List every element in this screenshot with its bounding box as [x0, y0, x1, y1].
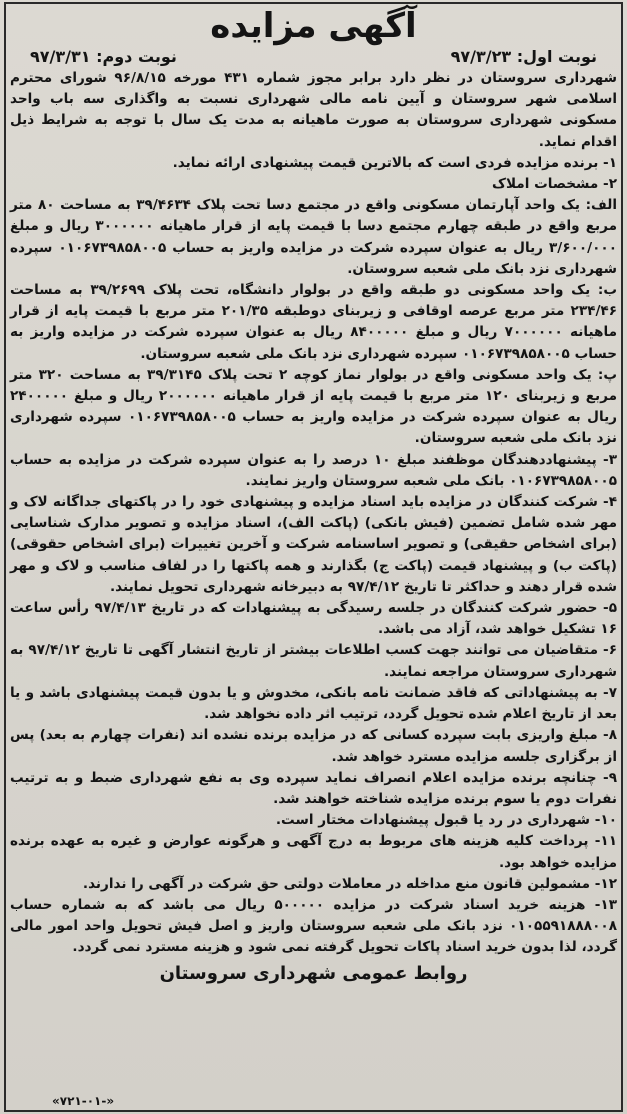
list-item: الف: یک واحد آپارتمان مسکونی واقع در مجتمع دسا تحت پلاک ۳۹/۴۶۳۴ به مساحت ۸۰ متر مربع واقع در طبقه چهارم مجتمع دسا با قیمت پایه از قرار ماهیانه ۳۰۰۰۰۰۰ ریال و مبلغ ۳/۶۰۰/۰۰۰ ریال به عنوان سپرده شرکت در مزایده واریز به حساب ۰۱۰۶۷۳۹۸۵۸۰۰۵ سپرده شهرداری نزد بانک ملی شعبه سروستان.	[10, 197, 618, 277]
ad-title: آگهی مزایده	[210, 6, 417, 46]
list-item: ۱- برنده مزایده فردی است که بالاترین قیمت پیشنهادی ارائه نماید.	[172, 154, 617, 171]
list-item: ۴- شرکت کنندگان در مزایده باید اسناد مزایده و پیشنهادی خود را در پاکتهای جداگانه لاک و مهر شده شامل تضمین (فیش بانکی) (پاکت الف)، اسناد مزایده و تصویر مدارک شناسایی (برای اشخاص حقیقی) و تصویر اساسنامه شرکت و آخرین تغییرات (برای اشخاص حقوقی) (پاکت ب) و پیشنهاد قیمت (پاکت ج) بگذارند و همه پاکتها را در لفاف مناسب و لاک و مهر شده قرار دهند و حداکثر تا تاریخ ۹۷/۴/۱۲ به دبیرخانه شهرداری تحویل نمایند.	[10, 494, 617, 595]
ad-code: «۷۲۱-۰۱-»	[52, 1094, 115, 1108]
list-item: ۳- پیشنهاددهندگان موظفند مبلغ ۱۰ درصد را به عنوان سپرده شرکت در مزایده به حساب ۰۱۰۶۷۳۹۸۵۸۰۰۵ بانک ملی شعبه سروستان واریز نمایند.	[10, 451, 617, 489]
signature-line: روابط عمومی شهرداری سروستان	[159, 962, 468, 984]
list-item: ۷- به پیشنهاداتی که فاقد ضمانت نامه بانکی، مخدوش و یا بدون قیمت پیشنهادی باشد و یا بعد از تاریخ اعلام شده تحویل گردد، ترتیب اثر داده نخواهد شد.	[10, 684, 617, 723]
list-item: ۱۲- مشمولین قانون منع مداخله در معاملات دولتی حق شرکت در آگهی را ندارند.	[82, 875, 617, 892]
list-item: ۸- مبلغ واریزی بابت سپرده کسانی که در مزایده برنده نشده اند (نفرات چهارم به بعد) پس از برگزاری جلسه مزایده مسترد خواهد شد.	[10, 727, 617, 765]
list-item: ۵- حضور شرکت کنندگان در جلسه رسیدگی به پیشنهادات که در تاریخ ۹۷/۴/۱۳ رأس ساعت ۱۶ تشکیل خواهد شد، آزاد می باشد.	[10, 600, 617, 638]
list-item: پ: یک واحد مسکونی واقع در بولوار نماز کوچه ۲ تحت پلاک ۳۹/۳۱۴۵ به مساحت ۳۲۰ متر مربع و زیربنای ۱۲۰ متر مربع با قیمت پایه از قرار ماهیانه ۲۰۰۰۰۰۰ ریال و مبلغ ۲۴۰۰۰۰۰ ریال به عنوان سپرده شرکت در مزایده واریز به حساب ۰۱۰۶۷۳۹۸۵۸۰۰۵ سپرده شهرداری نزد بانک ملی شعبه سروستان.	[10, 366, 618, 447]
intro-paragraph: شهرداری سروستان در نظر دارد برابر مجوز شماره ۴۳۱ مورخه ۹۶/۸/۱۵ شورای محترم اسلامی شهر سروستان و آیین نامه مالی شهرداری نسبت به واگذاری سه باب واحد مسکونی شهرداری سروستان به صورت ماهیانه به مدت یک سال با توجه به شرایط ذیل اقدام نماید.	[10, 70, 617, 150]
list-item: ۱۰- شهرداری در رد یا قبول پیشنهادات مختار است.	[275, 812, 617, 829]
ad-body	[10, 68, 617, 959]
list-item: ۱۳- هزینه خرید اسناد شرکت در مزایده ۵۰۰۰۰۰ ریال می باشد که به شماره حساب ۰۱۰۵۵۹۱۸۸۸۰۰۸ نزد بانک ملی شعبه سروستان واریز و اصل فیش تحویل واحد امور مالی گردد، لذا بدون خرید اسناد پاکات تحویل گرفته نمی شود و هزینه مسترد نمی گردد.	[10, 896, 617, 956]
turn-first: نوبت اول: ۹۷/۳/۲۳	[450, 47, 597, 66]
list-item: ۶- متقاضیان می توانند جهت کسب اطلاعات بیشتر از تاریخ انتشار آگهی تا تاریخ ۹۷/۴/۱۲ به شهرداری سروستان مراجعه نمایند.	[10, 642, 617, 680]
list-item: ۱۱- پرداخت کلیه هزینه های مربوط به درج آگهی و هرگونه عوارض و غیره به عهده برنده مزایده خواهد بود.	[10, 833, 617, 871]
turn-second: نوبت دوم: ۹۷/۳/۳۱	[30, 47, 177, 66]
list-item: ۲- مشخصات املاک	[492, 176, 617, 193]
list-item: ۹- چنانچه برنده مزایده اعلام انصراف نماید سپرده وی به نفع شهرداری ضبط و به ترتیب نفرات دوم یا سوم برنده مزایده شناخته خواهند شد.	[10, 769, 617, 807]
publication-turns	[10, 46, 617, 68]
list-item: ب: یک واحد مسکونی دو طبقه واقع در بولوار دانشگاه، تحت پلاک ۳۹/۲۶۹۹ به مساحت ۲۳۴/۴۶ متر مربع عرصه اوقافی و زیربنای دوطبقه ۲۰۱/۳۵ متر مربع با قیمت پایه از قرار ماهیانه ۷۰۰۰۰۰۰ ریال و مبلغ ۸۴۰۰۰۰۰ ریال به عنوان سپرده شرکت در مزایده واریز به حساب ۰۱۰۶۷۳۹۸۵۸۰۰۵ سپرده شهرداری نزد بانک ملی شعبه سروستان.	[10, 282, 618, 362]
